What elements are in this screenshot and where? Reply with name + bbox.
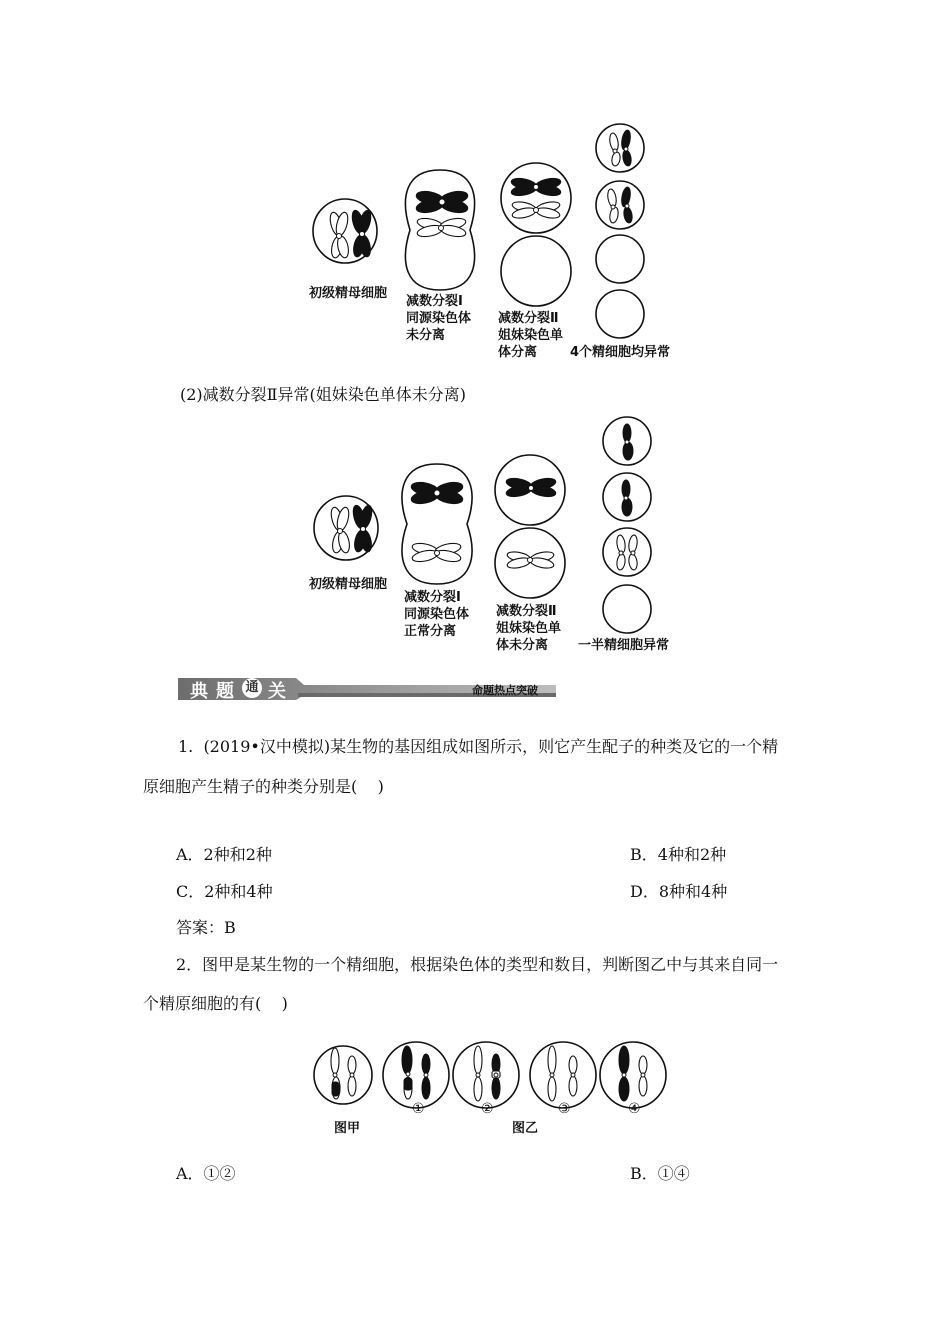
q1-answer: 答案：B <box>176 918 236 937</box>
figure-1-label-result: 4个精细胞均异常 <box>570 345 671 360</box>
cell-2 <box>453 1042 519 1108</box>
q2-label-1: ① <box>412 1101 425 1117</box>
cell-1 <box>383 1042 449 1108</box>
figure-2-label-primary: 初级精母细胞 <box>309 577 388 592</box>
figure-2-label-m1-line2: 同源染色体 <box>404 607 470 622</box>
banner-badge: 通 <box>242 678 262 698</box>
figure-1-label-m1-line3: 未分离 <box>406 328 446 343</box>
q1-option-c[interactable]: C．2种和4种 <box>176 882 273 901</box>
q2-label-4: ④ <box>628 1101 641 1117</box>
q2-label-jia: 图甲 <box>334 1121 361 1136</box>
q1-text-line1: 1. (2019•汉中模拟)某生物的基因组成如图所示，则它产生配子的种类及它的一个精 <box>178 737 779 756</box>
figure-2-label-m1-line1: 减数分裂Ⅰ <box>404 590 461 605</box>
figure-2-label-m2-line3: 体未分离 <box>496 638 549 653</box>
figure-1-label-m2-line3: 体分离 <box>498 345 538 360</box>
figure-2-label-m1-line3: 正常分离 <box>404 624 457 639</box>
q2-label-yi: 图乙 <box>512 1121 539 1136</box>
q2-option-b[interactable]: B．①④ <box>630 1164 690 1183</box>
q1-option-a[interactable]: A．2种和2种 <box>176 845 272 864</box>
banner-title-2: 题 <box>216 681 234 702</box>
section-2-title: (2)减数分裂Ⅱ异常(姐妹染色单体未分离) <box>180 385 467 404</box>
q2-label-2: ② <box>481 1101 494 1117</box>
cell-3 <box>530 1042 596 1108</box>
cell-jia <box>314 1046 372 1104</box>
q2-text-line2: 个精原细胞的有( ) <box>143 994 288 1013</box>
figure-1-label-m2-line2: 姐妹染色单 <box>498 328 564 343</box>
q1-option-b[interactable]: B．4种和2种 <box>630 845 727 864</box>
q2-text-line1: 2．图甲是某生物的一个精细胞，根据染色体的类型和数目，判断图乙中与其来自同一 <box>176 955 779 974</box>
figure-1-label-m2-line1: 减数分裂Ⅱ <box>498 311 559 326</box>
q2-label-3: ③ <box>558 1101 571 1117</box>
figure-2-label-result: 一半精细胞异常 <box>578 638 670 653</box>
q1-option-d[interactable]: D．8种和4种 <box>630 882 728 901</box>
banner-subtitle: 命题热点突破 <box>472 684 538 697</box>
figure-1-label-primary: 初级精母细胞 <box>309 286 388 301</box>
cell-4 <box>600 1042 666 1108</box>
figure-1-label-m1-line2: 同源染色体 <box>406 311 472 326</box>
banner-title-3: 关 <box>268 681 286 702</box>
q1-text-line2: 原细胞产生精子的种类分别是( ) <box>143 777 384 796</box>
q2-option-a[interactable]: A．①② <box>176 1164 236 1183</box>
figure-1-label-m1-line1: 减数分裂Ⅰ <box>406 294 463 309</box>
figure-2-label-m2-line1: 减数分裂Ⅱ <box>496 604 557 619</box>
figure-2-label-m2-line2: 姐妹染色单 <box>496 621 562 636</box>
banner-title-1: 典 <box>190 681 208 702</box>
